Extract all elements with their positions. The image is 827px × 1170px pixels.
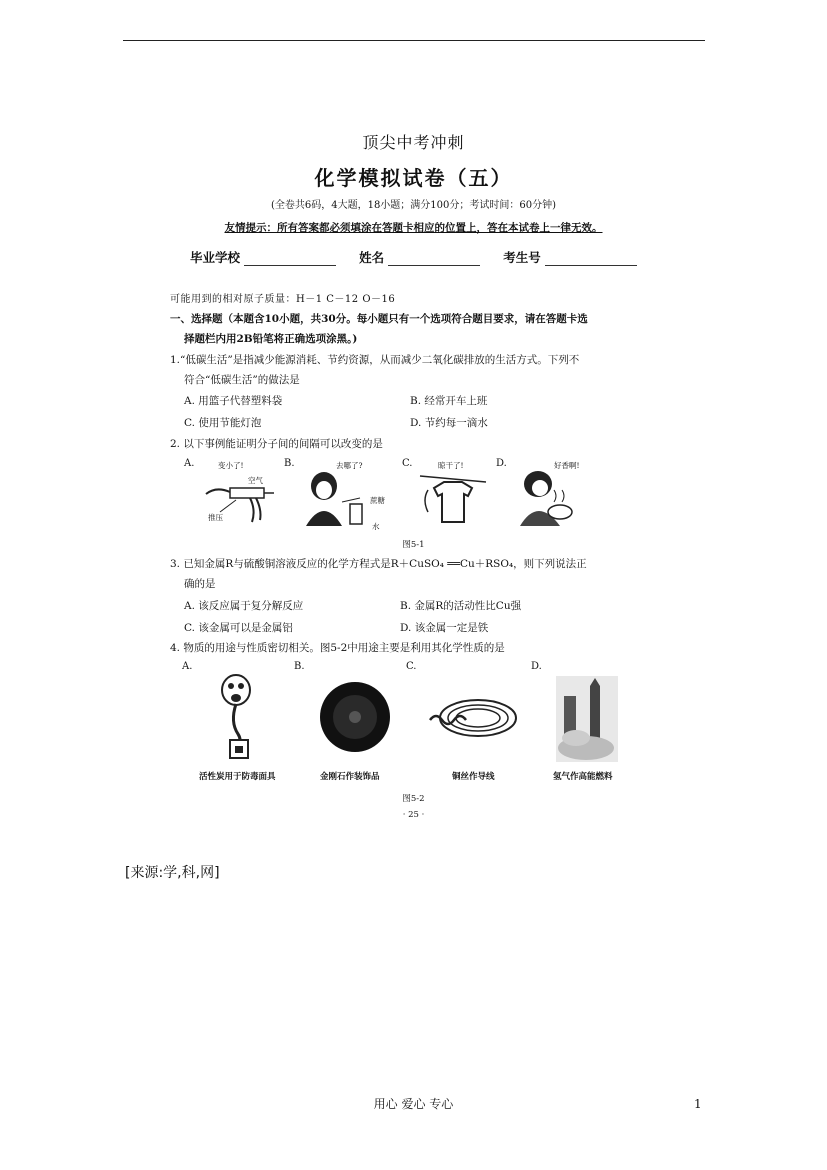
school-blank (244, 253, 336, 266)
atomic-mass-line: 可能用到的相对原子质量：H－1 C－12 O－16 (170, 294, 396, 305)
exam-note: (全卷共6码，4大题，18小题；满分100分；考试时间：60分钟) (270, 200, 557, 211)
copper-wire-illustration (426, 690, 522, 748)
q1-option-b: B. 经常开车上班 (410, 395, 488, 407)
q2-label-d: D. (496, 458, 507, 469)
hydrogen-rocket-illustration (556, 676, 618, 762)
figure-5-2-caption: 图5-2 (402, 794, 425, 804)
syringe-illustration (200, 470, 280, 530)
q2-annotation-sugar: 蔗糖 (370, 496, 385, 505)
q2-label-a: A. (184, 458, 195, 469)
student-info-fields (190, 248, 637, 266)
exam-number-blank (545, 253, 637, 266)
q1-option-a: A. 用篮子代替塑料袋 (184, 395, 283, 407)
section-heading: 一、选择题（本题含10小题，共30分。每小题只有一个选项符合题目要求，请在答题卡选 (170, 313, 588, 325)
q1-option-d: D. 节约每一滴水 (410, 417, 488, 429)
q2-bubble-a: 变小了! (218, 461, 244, 470)
question-4-stem: 4. 物质的用途与性质密切相关。图5-2中用途主要是利用其化学性质的是 (170, 642, 505, 654)
q2-annotation-water: 水 (372, 522, 380, 531)
q2-label-c: C. (402, 458, 413, 469)
section-heading-cont: 择题栏内用2B铅笔将正确选项涂黑。) (184, 333, 358, 345)
exam-title: 化学模拟试卷（五） (314, 166, 513, 190)
q2-bubble-b: 去哪了? (336, 461, 363, 470)
q2-annotation-air: 空气 (248, 476, 263, 485)
question-1-line1: 1.“低碳生活”是指减少能源消耗、节约资源，从而减少二氧化碳排放的生活方式。下列不 (170, 354, 580, 366)
friendly-tip: 友情提示：所有答案都必须填涂在答题卡相应的位置上，答在本试卷上一律无效。 (224, 222, 603, 234)
gas-mask-illustration (212, 672, 260, 762)
q4-label-b: B. (294, 661, 305, 672)
question-1-line2: 符合“低碳生活”的做法是 (184, 374, 300, 386)
diamond-ornament-illustration (318, 680, 392, 754)
name-label: 姓名 (359, 250, 385, 265)
drying-clothes-illustration (418, 470, 488, 530)
q2-bubble-c: 晾干了! (438, 461, 464, 470)
q2-label-b: B. (284, 458, 295, 469)
q4-caption-b: 金刚石作装饰品 (320, 772, 380, 782)
question-3-line2: 确的是 (184, 578, 216, 590)
source-note: [来源:学,科,网] (125, 865, 220, 881)
q3-option-b: B. 金属R的活动性比Cu强 (400, 600, 522, 612)
q4-label-d: D. (531, 661, 542, 672)
q4-label-c: C. (406, 661, 417, 672)
question-3-line1: 3. 已知金属R与硫酸铜溶液反应的化学方程式是R＋CuSO₄ ══Cu＋RSO₄，则下列说法正 (170, 558, 587, 570)
q4-caption-d: 氢气作高能燃料 (553, 772, 613, 782)
page-number: 1 (694, 1097, 702, 1111)
page-mark: · 25 · (402, 810, 425, 820)
q4-caption-a: 活性炭用于防毒面具 (199, 772, 276, 782)
q4-label-a: A. (182, 661, 193, 672)
question-2-stem: 2. 以下事例能证明分子间的间隔可以改变的是 (170, 438, 383, 450)
q3-option-c: C. 该金属可以是金属铝 (184, 622, 293, 634)
q2-annotation-push: 推压 (208, 513, 223, 522)
figure-5-1-caption: 图5-1 (402, 540, 425, 550)
top-title: 顶尖中考冲刺 (362, 133, 465, 152)
footer-motto: 用心 爱心 专心 (373, 1097, 454, 1111)
exam-number-label: 考生号 (503, 250, 541, 265)
top-rule (123, 40, 705, 41)
girl-dissolving-sugar-illustration (296, 468, 378, 530)
q2-bubble-d: 好香啊! (554, 461, 580, 470)
q3-option-d: D. 该金属一定是铁 (400, 622, 489, 634)
cooking-smell-illustration (514, 468, 576, 530)
name-blank (388, 253, 480, 266)
q4-caption-c: 铜丝作导线 (452, 772, 495, 782)
school-label: 毕业学校 (190, 250, 241, 265)
q1-option-c: C. 使用节能灯泡 (184, 417, 262, 429)
q3-option-a: A. 该反应属于复分解反应 (184, 600, 304, 612)
